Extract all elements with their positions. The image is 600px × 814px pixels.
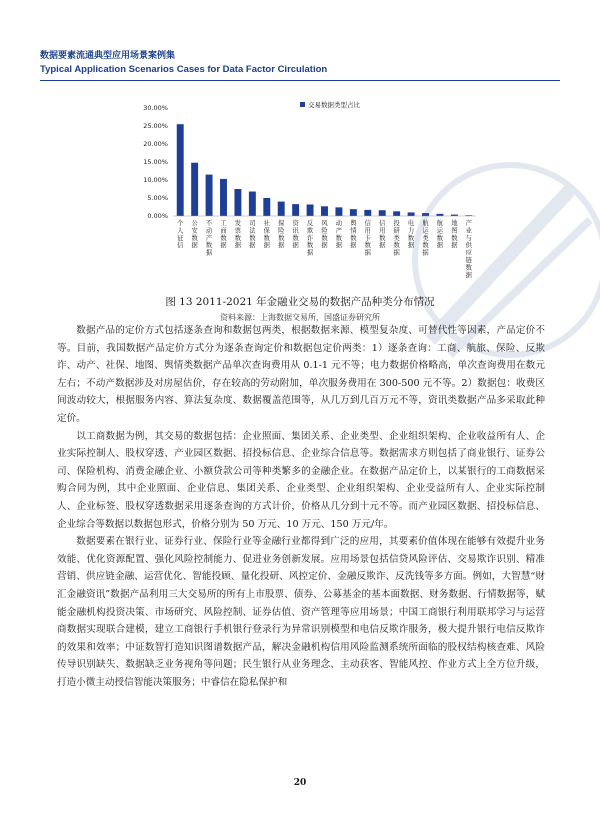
x-tick-label: 信用数据 [379,220,386,250]
bar [191,163,198,216]
x-tick-label: 航运类数据 [422,220,429,257]
x-tick-label: 风险数据 [321,220,328,250]
paragraph: 以工商数据为例，其交易的数据包括：企业照面、集团关系、企业类型、企业组织架构、企业收益所有人、企业实际控制人、股权穿透、产业园区数据、招投标信息、企业综合信息等。数据需求方则包括了商业银行、证券公司、保险机构、消费金融企业、小额贷款公司等种类繁多的金融企业。在数据产品定价上，以某银行的工商数据采购合同为例，其中企业照面、企业信息、集团关系、企业类型、企业组织架构、企业受益所有人、企业实际控制人、企业标签、股权穿透数据采用逐条查询的方式计价，价格从几分到十元不等。而产业园区数据、招投标信息、企业综合等数据以数据包形式，价格分别为 50 万元、10 万元、150 万元/年。 [57,430,545,530]
x-tick-label: 个人征信 [177,220,184,250]
x-tick-label: 司法数据 [249,220,256,250]
bar [307,204,314,216]
x-tick-label: 产业与供应链数据 [465,220,472,279]
bar [206,175,213,216]
x-tick-label: 动产数据 [335,220,343,250]
bar [177,124,184,216]
x-tick-label: 投研类数据 [393,220,400,257]
x-tick-label: 不动产数据 [205,220,213,257]
x-tick-label: 信用卡数据 [364,220,371,257]
y-axis [143,104,168,220]
bar [263,198,270,216]
header-rule [40,80,560,81]
body-text [57,322,545,691]
bar [350,209,357,216]
y-tick-label: 25.00% [143,122,168,131]
legend-swatch [300,102,305,107]
y-tick-label: 0.00% [147,212,168,221]
chart-legend [300,100,361,109]
y-tick-label: 30.00% [143,104,168,113]
x-tick-label: 航运数据 [436,220,444,250]
header-title-cn: 数据要素流通典型应用场景案例集 [40,51,176,61]
figure-source: 资料来源：上海数据交易所，国盛证券研究所 [220,313,380,322]
x-tick-label: 反欺诈数据 [306,220,314,257]
x-tick-label: 公安数据 [191,220,198,250]
x-tick-label: 舆情数据 [350,220,357,250]
bar [422,213,429,216]
x-tick-label: 发票数据 [234,220,242,250]
x-tick-label: 电力数据 [407,220,415,250]
y-tick-label: 20.00% [143,140,168,149]
bar [335,207,342,216]
y-tick-label: 10.00% [143,176,168,185]
bars-group [177,124,472,216]
x-tick-label: 地图数据 [451,220,458,250]
bar [220,179,227,216]
figure-caption: 图 13 2011-2021 年金融业交易的数据产品种类分布情况 [165,296,435,308]
x-tick-label: 工商数据 [220,220,227,250]
bar [364,210,371,216]
x-axis-labels [177,218,473,279]
paragraph: 数据要素在银行业、证券行业、保险行业等金融行业都得到广泛的应用，其要素价值体现在能够有效提升业务效能、优化资源配置、强化风险控制能力、促进业务创新发展。应用场景包括信贷风险评估、交易欺诈识别、精准营销、供应链金融、运营优化、智能投顾、量化投研、风控定价、金融反欺诈、反洗钱等多方面。例如，大智慧“财汇金融资讯”数据产品利用三大交易所的所有上市股票、债券、公募基金的基本面数据、财务数据、行情数据等，赋能金融机构投资决策、市场研究、风险控制、证券估值、资产管理等应用场景；中国工商银行利用联邦学习与运营商数据实现联合建模，建立工商银行手机银行登录行为异常识别模型和电信反欺诈服务，极大提升银行电信反欺诈的效果和效率；中证数智打造知识图谱数据产品，解决金融机构信用风险监测系统所面临的股权结构核查难、风险传导识别缺失、数据缺乏业务视角等问题；民生银行从业务理念、主动获客、智能风控、作业方式上全方位升级，打造小微主动授信智能决策服务；中睿信在隐私保护和 [57,536,545,688]
x-tick-label: 社保数据 [263,220,270,250]
bar [292,204,299,216]
x-tick-label: 资讯数据 [292,220,299,250]
x-tick-label: 保险数据 [278,220,285,250]
page-number: 20 [293,778,307,788]
bar [249,192,256,216]
bar [278,202,285,216]
bar [234,189,241,216]
bar [408,212,415,216]
header-title-en: Typical Application Scenarios Cases for Data Factor Circulation [40,64,328,75]
y-tick-label: 15.00% [143,158,168,167]
bar [321,206,328,216]
legend-label: 交易数据类型占比 [308,101,360,109]
bar-chart [130,95,510,295]
running-header [40,50,327,77]
bar [379,210,386,216]
y-tick-label: 5.00% [147,194,168,203]
bar [393,211,400,216]
bar [436,214,443,216]
paragraph: 数据产品的定价方式包括逐条查询和数据包两类，根据数据来源、模型复杂度、可替代性等因素，产品定价不等。目前，我国数据产品定价方式分为逐条查询定价和数据包定价两类：1）逐条查询：工商、航旅、保险、反欺诈、动产、社保、地图、舆情类数据产品单次查询费用从 0.1-1 元不等；电力数据价格略高，单次查询费用在数元左右；不动产数据涉及对房屋估价，存在较高的劳动附加，单次服务费用在 300-500 元不等。2）数据包：收费区间波动较大，根据服务内容、算法复杂度、数据覆盖范围等，从几万到几百万元不等，资讯类数据产品多采取此种定价。 [57,325,545,424]
